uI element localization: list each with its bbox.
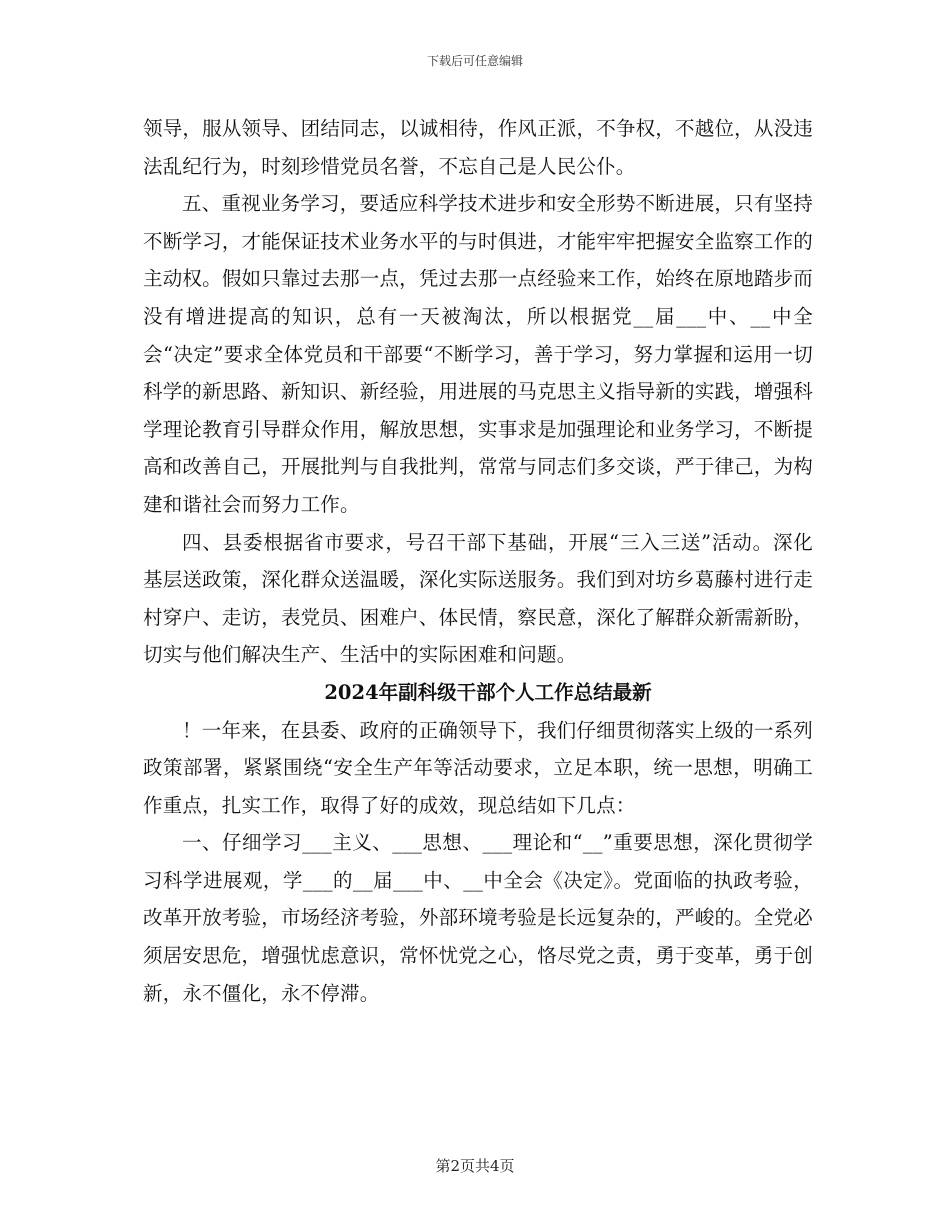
page-number: 第2页共4页 bbox=[435, 1157, 515, 1175]
paragraph-intro: ！一年来，在县委、政府的正确领导下，我们仔细贯彻落实上级的一系列政策部署，紧紧围绕“安全生产年等活动要求，立足本职，统一思想，明确工作重点，扎实工作，取得了好的成效，现总结如下几点： bbox=[143, 718, 813, 817]
paragraph-item-five: 五、重视业务学习，要适应科学技术进步和安全形势不断进展，只有坚持不断学习，才能保证技术业务水平的与时俱进，才能牢牢把握安全监察工作的主动权。假如只靠过去那一点，凭过去那一点经验来工作，始终在原地踏步而没有增进提高的知识，总有一天被淘汰，所以根据党__届___中、__中全会“决定”要求全体党员和干部要“不断学习，善于学习，努力掌握和运用一切科学的新思路、新知识、新经验，用进展的马克思主义指导新的实践，增强科学理论教育引导群众作用，解放思想，实事求是加强理论和业务学习，不断提高和改善自己，开展批判与自我批判，常常与同志们多交谈，严于律己，为构建和谐社会而努力工作。 bbox=[143, 192, 813, 516]
paragraph-item-one: 一、仔细学习___主义、___思想、___理论和“__”重要思想，深化贯彻学习科学进展观，学___的__届___中、__中全会《决定》。党面临的执政考验，改革开放考验，市场经济考验，外部环境考验是长远复杂的，严峻的。全党必须居安思危，增强忧虑意识，常怀忧党之心，恪尽党之责，勇于变革，勇于创新，永不僵化，永不停滞。 bbox=[143, 831, 813, 1005]
paragraph-item-four: 四、县委根据省市要求，号召干部下基础，开展“三入三送”活动。深化基层送政策，深化群众送温暖，深化实际送服务。我们到对坊乡葛藤村进行走村穿户、走访，表党员、困难户、体民情，察民意，深化了解群众新需新盼，切实与他们解决生产、生活中的实际困难和问题。 bbox=[143, 530, 813, 667]
section-title: 2024年副科级干部个人工作总结最新 bbox=[324, 680, 652, 704]
page-header-note: 下载后可任意编辑 bbox=[426, 54, 523, 68]
paragraph-continuation: 领导，服从领导、团结同志，以诚相待，作风正派，不争权，不越位，从没违法乱纪行为，时刻珍惜党员名誉，不忘自己是人民公仆。 bbox=[143, 117, 813, 178]
document-body bbox=[143, 110, 813, 1012]
